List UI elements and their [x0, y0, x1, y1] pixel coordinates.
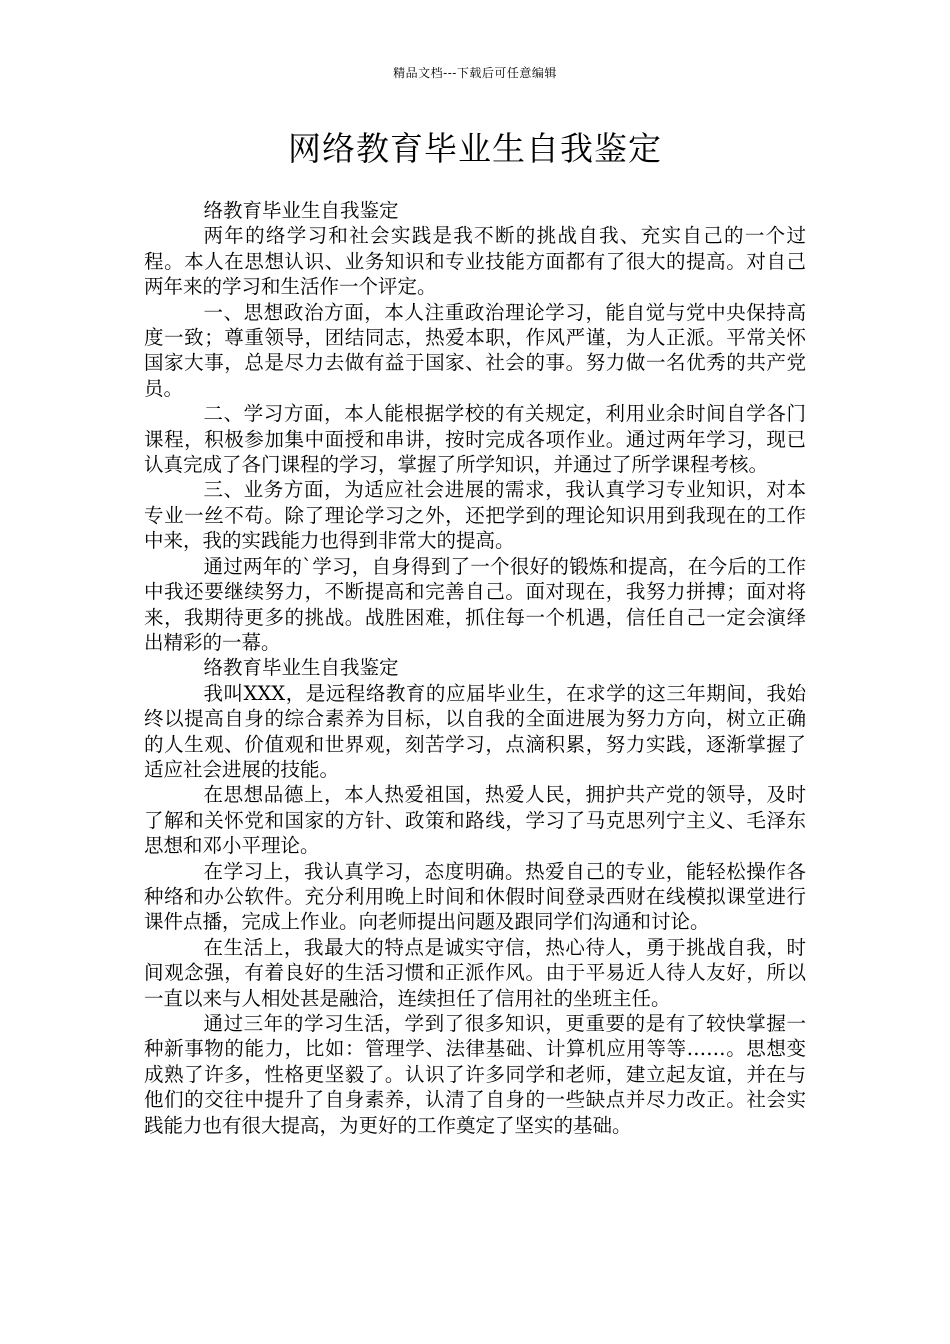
document-title: 网络教育毕业生自我鉴定: [288, 129, 662, 168]
section-heading: 络教育毕业生自我鉴定: [203, 199, 399, 222]
paragraph: 两年的络学习和社会实践是我不断的挑战自我、充实自己的一个过程。本人在思想认识、业务知识和专业技能方面都有了很大的提高。对自己两年来的学习和生活作一个评定。: [144, 224, 806, 299]
paragraph: 通过三年的学习生活，学到了很多知识，更重要的是有了较快掌握一种新事物的能力，比如：管理学、法律基础、计算机应用等等……。思想变成熟了许多，性格更坚毅了。认识了许多同学和老师，建立起友谊，并在与他们的交往中提升了自身素养，认清了自身的一些缺点并尽力改正。社会实践能力也有很大提高，为更好的工作奠定了坚实的基础。: [144, 1012, 806, 1137]
section-heading: 络教育毕业生自我鉴定: [203, 656, 399, 680]
document-body: [144, 198, 806, 1138]
paragraph: 在学习上，我认真学习，态度明确。热爱自己的专业，能轻松操作各种络和办公软件。充分利用晚上时间和休假时间登录西财在线模拟课堂进行课件点播，完成上作业。向老师提出问题及跟同学们沟通和讨论。: [144, 859, 806, 934]
paragraph: 三、业务方面，为适应社会进展的需求，我认真学习专业知识，对本专业一丝不苟。除了理论学习之外，还把学到的理论知识用到我现在的工作中来，我的实践能力也得到非常大的提高。: [144, 478, 806, 553]
paragraph: 我叫XXX，是远程络教育的应届毕业生，在求学的这三年期间，我始终以提高自身的综合素养为目标，以自我的全面进展为努力方向，树立正确的人生观、价值观和世界观，刻苦学习，点滴积累，努力实践，逐渐掌握了适应社会进展的技能。: [144, 681, 806, 781]
paragraph: 在思想品德上，本人热爱祖国，热爱人民，拥护共产党的领导，及时了解和关怀党和国家的方针、政策和路线，学习了马克思列宁主义、毛泽东思想和邓小平理论。: [144, 783, 806, 858]
paragraph: 通过两年的`学习，自身得到了一个很好的锻炼和提高，在今后的工作中我还要继续努力，不断提高和完善自己。面对现在，我努力拼搏；面对将来，我期待更多的挑战。战胜困难，抓住每一个机遇，信任自己一定会演绎出精彩的一幕。: [144, 554, 806, 654]
paragraph: 一、思想政治方面，本人注重政治理论学习，能自觉与党中央保持高度一致；尊重领导，团结同志，热爱本职，作风严谨，为人正派。平常关怀国家大事，总是尽力去做有益于国家、社会的事。努力做一名优秀的共产党员。: [144, 300, 806, 400]
header-note: 精品文档---下载后可任意编辑: [393, 66, 557, 80]
paragraph: 二、学习方面，本人能根据学校的有关规定，利用业余时间自学各门课程，积极参加集中面授和串讲，按时完成各项作业。通过两年学习，现已认真完成了各门课程的学习，掌握了所学知识，并通过了所学课程考核。: [144, 402, 806, 477]
paragraph: 在生活上，我最大的特点是诚实守信，热心待人，勇于挑战自我，时间观念强，有着良好的生活习惯和正派作风。由于平易近人待人友好，所以一直以来与人相处甚是融洽，连续担任了信用社的坐班主任。: [144, 935, 806, 1010]
